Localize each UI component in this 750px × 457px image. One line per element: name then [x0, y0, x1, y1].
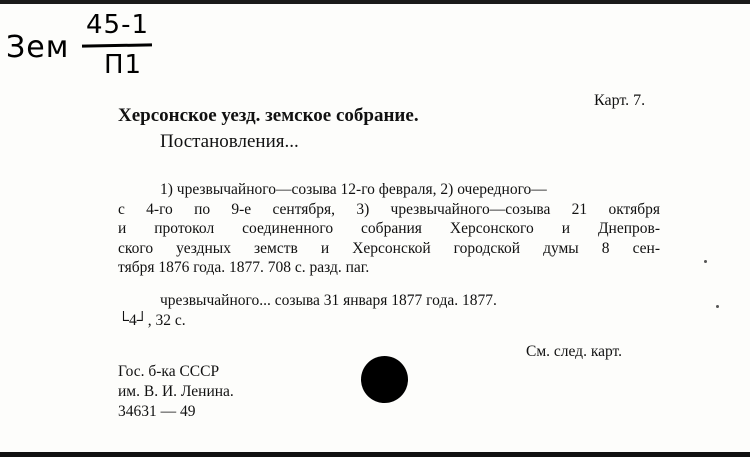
- description-paragraph: [118, 180, 660, 278]
- description-line: чрезвычайного... созыва 31 января 1877 года. 1877.: [160, 292, 497, 309]
- card-top-edge: [0, 0, 750, 4]
- card-subheading: Постановления...: [160, 131, 299, 152]
- handwritten-fraction-bar: [82, 43, 152, 47]
- card-bottom-edge: [0, 452, 750, 457]
- library-stamp: [118, 362, 234, 422]
- description-line: └4┘, 32 с.: [118, 311, 186, 329]
- see-next-card: См. след. карт.: [526, 343, 623, 360]
- description-line: и протокол соединенного собрания Херсонского и Днепров-: [118, 220, 660, 237]
- card-heading: Херсонское уезд. земское собрание.: [118, 105, 419, 126]
- description-line: тября 1876 года. 1877. 708 с. разд. паг.: [118, 259, 370, 276]
- library-line: им. В. И. Ленина.: [118, 383, 234, 400]
- punch-hole: [361, 356, 408, 403]
- handwritten-numerator: 45-1: [86, 10, 150, 40]
- description-line: 1) чрезвычайного—созыва 12-го февраля, 2) очередного—: [160, 181, 547, 198]
- card-number: Карт. 7.: [594, 92, 646, 109]
- handwritten-prefix: Зем: [6, 30, 70, 65]
- description-line: с 4-го по 9-е сентября, 3) чрезвычайного—созыва 21 октября: [118, 200, 660, 218]
- description-line: ского уездных земств и Херсонской городской думы 8 сен-: [118, 239, 660, 257]
- dust-speck: [716, 305, 719, 308]
- library-line: Гос. б-ка СССР: [118, 363, 220, 380]
- second-session-paragraph: [118, 291, 660, 330]
- dust-speck: [704, 260, 707, 263]
- library-line: 34631 — 49: [118, 403, 196, 420]
- handwritten-denominator: П1: [104, 50, 143, 80]
